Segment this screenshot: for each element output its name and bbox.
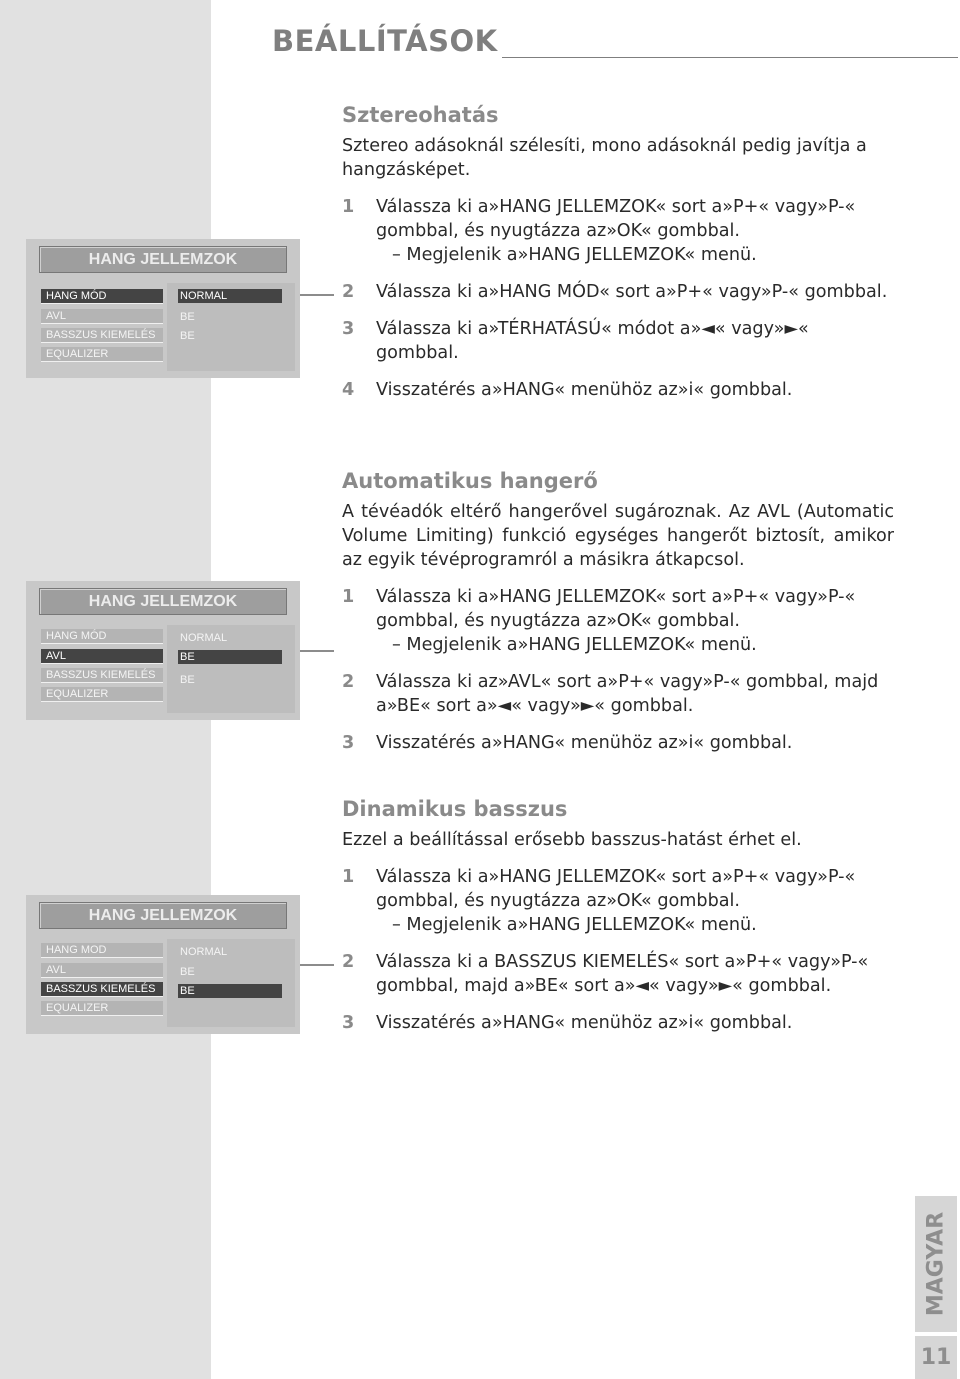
step-number: 1 bbox=[342, 587, 355, 607]
step-number: 3 bbox=[342, 319, 355, 339]
step-text: Visszatérés a»HANG« menühöz az»i« gombbal. bbox=[376, 380, 793, 400]
menu-connector-line bbox=[300, 294, 334, 296]
osd-item-hang-mod[interactable]: HANG MÓD bbox=[41, 289, 163, 304]
step-text: Válassza ki a»HANG JELLEMZOK« sort a»P+« vagy»P-« gombbal, és nyugtázza az»OK« gombbal. bbox=[376, 867, 856, 911]
language-tab bbox=[915, 1196, 957, 1332]
osd-value-avl[interactable]: BE bbox=[180, 311, 195, 323]
osd-value-hang-mod[interactable]: NORMAL bbox=[178, 289, 282, 303]
step-item bbox=[342, 317, 894, 365]
language-label: MAGYAR bbox=[923, 1211, 949, 1317]
section-bass bbox=[342, 796, 894, 1035]
step-item bbox=[342, 585, 894, 657]
osd-item-avl[interactable]: AVL bbox=[41, 649, 163, 664]
step-number: 2 bbox=[342, 672, 355, 692]
step-text: Válassza ki a BASSZUS KIEMELÉS« sort a»P+« vagy»P-« gombbal, majd a»BE« sort a»◄« vagy»►« gombbal. bbox=[376, 952, 869, 996]
menu-connector-line bbox=[300, 650, 334, 652]
step-note: – Megjelenik a»HANG JELLEMZOK« menü. bbox=[392, 635, 757, 655]
step-text: Válassza ki a»HANG JELLEMZOK« sort a»P+« vagy»P-« gombbal, és nyugtázza az»OK« gombbal. bbox=[376, 587, 856, 631]
step-text: Válassza ki a»HANG MÓD« sort a»P+« vagy»P-« gombbal. bbox=[376, 282, 888, 302]
step-text: Visszatérés a»HANG« menühöz az»i« gombbal. bbox=[376, 733, 793, 753]
osd-menu-bass bbox=[26, 895, 300, 1034]
step-item bbox=[342, 950, 894, 998]
step-item bbox=[342, 1011, 894, 1035]
step-text: Válassza ki a»HANG JELLEMZOK« sort a»P+« vagy»P-« gombbal, és nyugtázza az»OK« gombbal. bbox=[376, 197, 856, 241]
section-intro: A tévéadók eltérő hangerővel sugároznak. Az AVL (Automatic Volume Limiting) funkció egységes hangerőt biztosít, amikor az egyik tévéprogramról a másikra átkapcsol. bbox=[342, 502, 894, 570]
osd-item-list bbox=[36, 939, 160, 1027]
step-number: 1 bbox=[342, 867, 355, 887]
section-stereo bbox=[342, 102, 894, 402]
section-heading: Dinamikus basszus bbox=[342, 797, 568, 821]
section-heading: Automatikus hangerő bbox=[342, 469, 598, 493]
step-number: 4 bbox=[342, 380, 355, 400]
osd-value-bass[interactable]: BE bbox=[178, 984, 282, 998]
page-number: 11 bbox=[915, 1336, 957, 1379]
osd-menu-stereo bbox=[26, 239, 300, 378]
osd-menu-title: HANG JELLEMZOK bbox=[39, 246, 287, 273]
osd-item-equalizer[interactable]: EQUALIZER bbox=[41, 347, 163, 362]
step-text: Válassza ki az»AVL« sort a»P+« vagy»P-« gombbal, majd a»BE« sort a»◄« vagy»►« gombbal. bbox=[376, 672, 879, 716]
step-item bbox=[342, 195, 894, 267]
osd-value-list bbox=[167, 625, 295, 713]
section-intro: Sztereo adásoknál szélesíti, mono adásoknál pedig javítja a hangzásképet. bbox=[342, 136, 867, 180]
step-number: 2 bbox=[342, 282, 355, 302]
page-title bbox=[272, 24, 958, 64]
step-item bbox=[342, 378, 894, 402]
step-number: 3 bbox=[342, 1013, 355, 1033]
osd-menu-title: HANG JELLEMZOK bbox=[39, 902, 287, 929]
osd-value-list bbox=[167, 283, 295, 371]
menu-connector-line bbox=[300, 964, 334, 966]
osd-value-bass[interactable]: BE bbox=[180, 674, 195, 686]
osd-menu-avl bbox=[26, 581, 300, 720]
osd-value-hang-mod[interactable]: NORMAL bbox=[180, 632, 228, 644]
osd-value-hang-mod[interactable]: NORMAL bbox=[180, 946, 228, 958]
osd-menu-title: HANG JELLEMZOK bbox=[39, 588, 287, 615]
osd-item-equalizer[interactable]: EQUALIZER bbox=[41, 687, 163, 702]
step-note: – Megjelenik a»HANG JELLEMZOK« menü. bbox=[392, 915, 757, 935]
step-item bbox=[342, 865, 894, 937]
osd-item-list bbox=[36, 283, 160, 371]
osd-item-list bbox=[36, 625, 160, 713]
section-avl bbox=[342, 468, 894, 755]
step-number: 1 bbox=[342, 197, 355, 217]
osd-item-avl[interactable]: AVL bbox=[41, 963, 163, 978]
step-text: Visszatérés a»HANG« menühöz az»i« gombbal. bbox=[376, 1013, 793, 1033]
step-note: – Megjelenik a»HANG JELLEMZOK« menü. bbox=[392, 245, 757, 265]
step-text: Válassza ki a»TÉRHATÁSÚ« módot a»◄« vagy»►« gombbal. bbox=[376, 319, 809, 363]
section-intro: Ezzel a beállítással erősebb basszus-hatást érhet el. bbox=[342, 830, 802, 850]
osd-value-bass[interactable]: BE bbox=[180, 330, 195, 342]
step-number: 2 bbox=[342, 952, 355, 972]
step-number: 3 bbox=[342, 733, 355, 753]
osd-item-avl[interactable]: AVL bbox=[41, 309, 163, 324]
osd-item-hang-mod[interactable]: HANG MOD bbox=[41, 943, 163, 958]
osd-item-hang-mod[interactable]: HANG MÓD bbox=[41, 629, 163, 644]
osd-item-bass[interactable]: BASSZUS KIEMELÉS bbox=[41, 982, 163, 997]
section-heading: Sztereohatás bbox=[342, 103, 499, 127]
step-item bbox=[342, 670, 894, 718]
osd-value-avl[interactable]: BE bbox=[178, 650, 282, 664]
osd-value-avl[interactable]: BE bbox=[180, 966, 195, 978]
step-item bbox=[342, 731, 894, 755]
osd-item-bass[interactable]: BASSZUS KIEMELÉS bbox=[41, 328, 163, 343]
step-item bbox=[342, 280, 894, 304]
osd-value-list bbox=[167, 939, 295, 1027]
page-title-text: BEÁLLÍTÁSOK bbox=[272, 24, 502, 58]
osd-item-equalizer[interactable]: EQUALIZER bbox=[41, 1001, 163, 1016]
osd-item-bass[interactable]: BASSZUS KIEMELÉS bbox=[41, 668, 163, 683]
